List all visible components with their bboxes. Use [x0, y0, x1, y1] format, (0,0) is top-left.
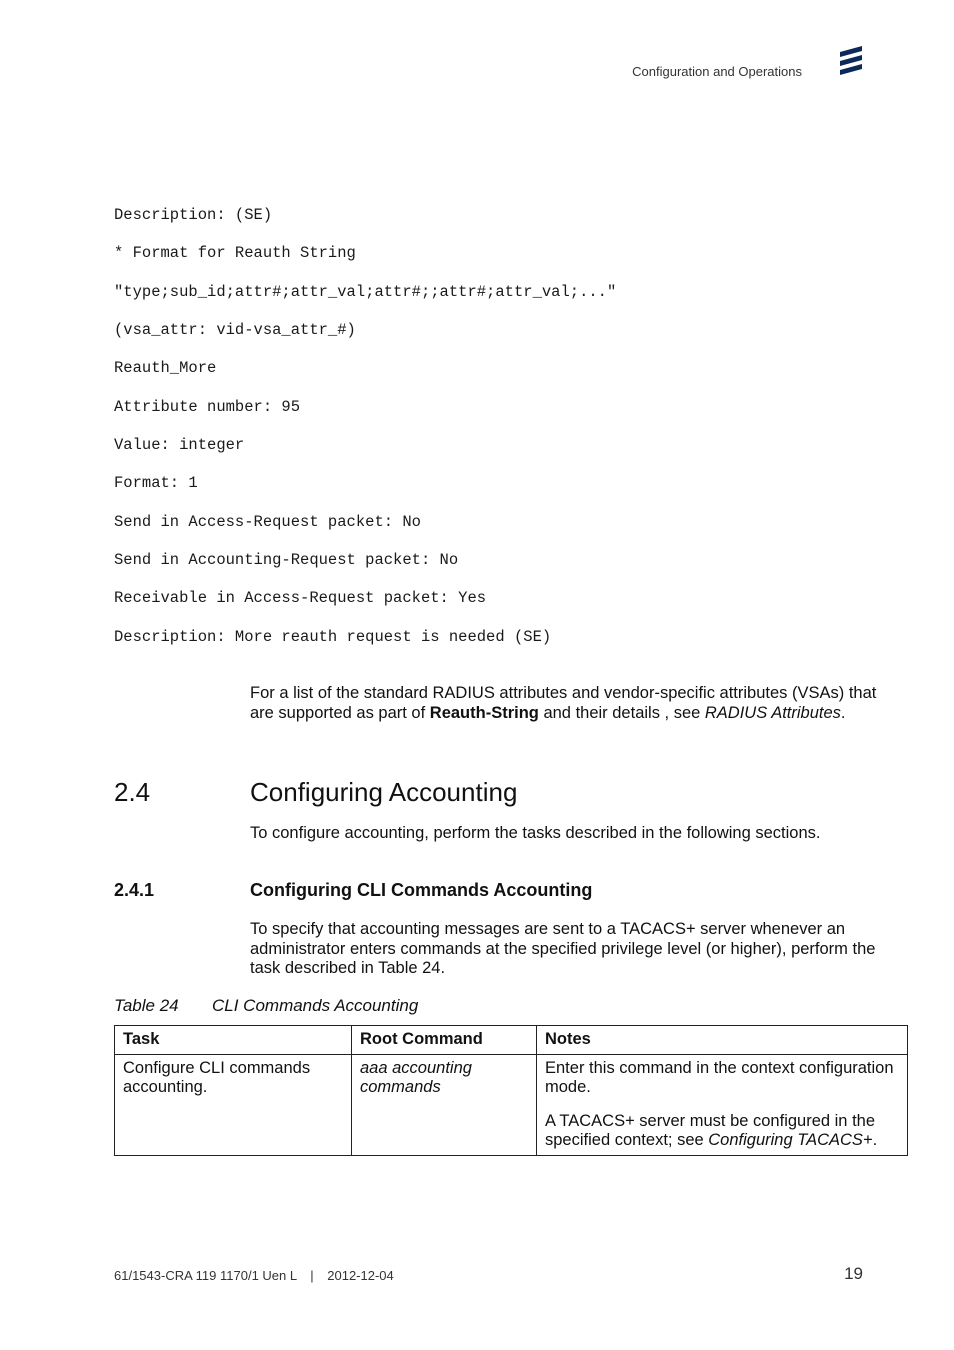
code-line: (vsa_attr: vid-vsa_attr_#)	[114, 321, 356, 339]
intro-paragraph	[250, 684, 890, 723]
section-number: 2.4	[114, 777, 151, 807]
cell-task: Configure CLI commands accounting.	[115, 1054, 352, 1155]
code-line: Receivable in Access-Request packet: Yes	[114, 589, 487, 607]
notes-text: Enter this command in the context configuration mode.	[545, 1058, 894, 1096]
footer-doc-info	[114, 1268, 394, 1283]
intro-text: .	[840, 703, 846, 722]
footer-separator: |	[310, 1268, 314, 1283]
code-line: Value: integer	[114, 436, 245, 454]
cli-accounting-table	[114, 1025, 908, 1156]
footer-doc-id: 61/1543-CRA 119 1170/1 Uen L	[114, 1268, 297, 1283]
code-line: Attribute number: 95	[114, 398, 301, 416]
code-line: * Format for Reauth String	[114, 244, 356, 262]
table-caption	[114, 996, 419, 1016]
table-header-row	[115, 1026, 908, 1055]
code-line: Send in Accounting-Request packet: No	[114, 551, 459, 569]
code-line: Description: (SE)	[114, 206, 273, 224]
code-line: Send in Access-Request packet: No	[114, 513, 421, 531]
notes-text-suffix: .	[872, 1131, 878, 1149]
header-title: Configuration and Operations	[632, 64, 802, 79]
footer-date: 2012-12-04	[327, 1268, 394, 1283]
table-caption-label: Table 24	[114, 996, 179, 1015]
intro-text: For a list of the standard RADIUS attributes and vendor-specific attributes (VSAs) that are supported as part of	[250, 684, 877, 722]
ericsson-logo-icon	[836, 44, 866, 78]
table-row	[115, 1054, 908, 1155]
radius-attributes-link[interactable]: RADIUS Attributes	[704, 703, 841, 722]
code-line: Reauth_More	[114, 359, 217, 377]
cell-notes	[537, 1054, 908, 1155]
header-notes: Notes	[537, 1026, 908, 1055]
code-line: Description: More reauth request is needed (SE)	[114, 628, 552, 646]
table-caption-title: CLI Commands Accounting	[212, 996, 419, 1015]
configuring-tacacs-link[interactable]: Configuring TACACS+	[708, 1131, 873, 1149]
header-task: Task	[115, 1026, 352, 1055]
subsection-title: Configuring CLI Commands Accounting	[250, 880, 593, 900]
page-number: 19	[844, 1264, 863, 1283]
notes-text	[545, 1112, 899, 1151]
code-line: "type;sub_id;attr#;attr_val;attr#;;attr#;attr_val;..."	[114, 283, 617, 301]
intro-text: and their details , see	[538, 703, 705, 722]
header-root-command: Root Command	[352, 1026, 537, 1055]
notes-text-prefix: A TACACS+ server must be configured in the specified context; see	[545, 1111, 876, 1149]
subsection-number: 2.4.1	[114, 880, 155, 900]
subsection-paragraph: To specify that accounting messages are sent to a TACACS+ server whenever an administrator enters commands at the specified privilege level (or higher), perform the task described in Table 24.	[250, 920, 876, 977]
reauth-string-term: Reauth-String	[429, 703, 539, 722]
cell-root-command	[352, 1054, 537, 1155]
code-line: Format: 1	[114, 474, 198, 492]
section-title: Configuring Accounting	[250, 777, 518, 807]
section-paragraph: To configure accounting, perform the tasks described in the following sections.	[250, 824, 821, 842]
root-command-text: aaa accounting commands	[360, 1058, 472, 1096]
